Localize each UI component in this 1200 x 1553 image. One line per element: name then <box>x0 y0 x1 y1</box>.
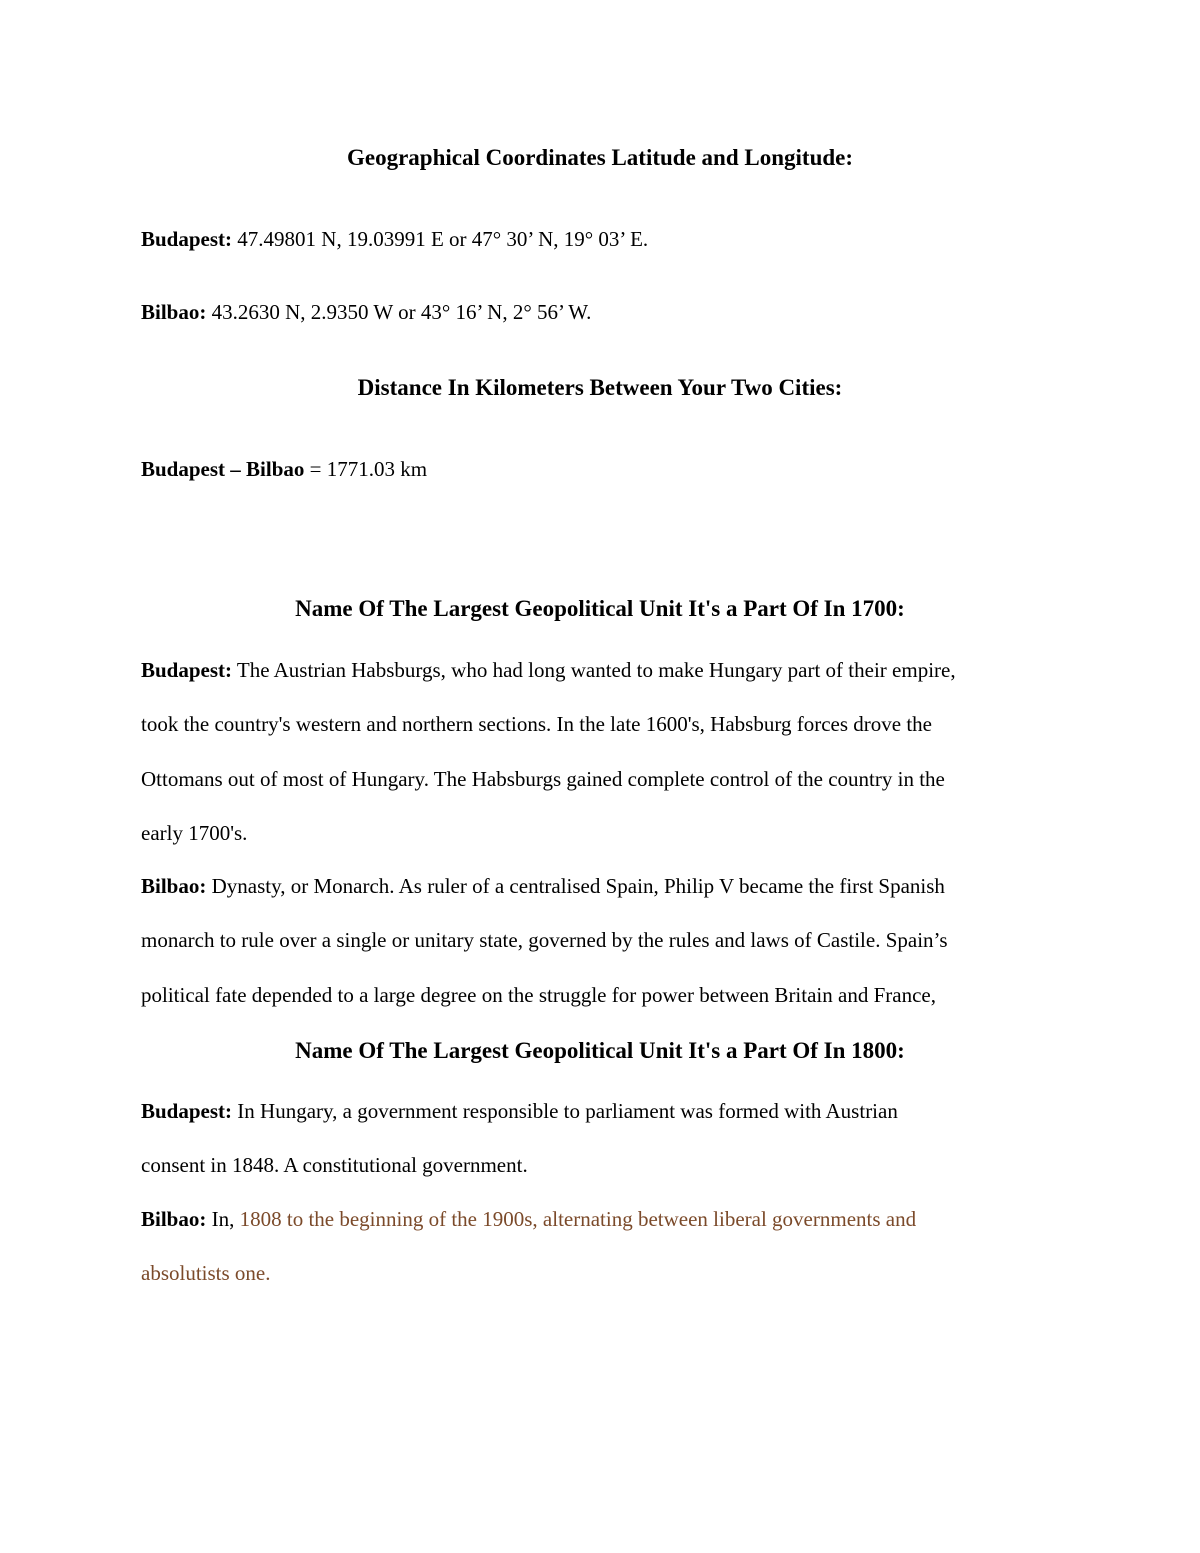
distance-label: Budapest – Bilbao <box>141 457 305 481</box>
city-label-bilbao: Bilbao: <box>141 874 207 898</box>
paragraph-1800-bilbao <box>141 1192 1071 1301</box>
city-label-budapest: Budapest: <box>141 227 233 251</box>
accent-text: absolutists one. <box>141 1261 271 1286</box>
heading-1700: Name Of The Largest Geopolitical Unit It's a Part Of In 1700: <box>295 596 905 621</box>
city-label-budapest: Budapest: <box>141 658 233 682</box>
paragraph-line: Budapest: In Hungary, a government responsible to parliament was formed with Austrian <box>141 1099 898 1123</box>
accent-text: 1808 to the beginning of the 1900s, alternating between liberal governments and <box>239 1207 917 1231</box>
paragraph-1700-budapest <box>141 643 1071 860</box>
coordinates-budapest <box>141 224 1071 254</box>
paragraph-line: Bilbao: In, 1808 to the beginning of the 1900s, alternating between liberal governments and <box>141 1207 917 1231</box>
heading-distance: Distance In Kilometers Between Your Two Cities: <box>357 375 843 400</box>
paragraph-line: political fate depended to a large degree on the struggle for power between Britain and France, <box>141 982 936 1007</box>
paragraph-line: Ottomans out of most of Hungary. The Habsburgs gained complete control of the country in the <box>141 766 945 791</box>
paragraph-1800-budapest <box>141 1084 1071 1193</box>
coordinates-bilbao-value: 43.2630 N, 2.9350 W or 43° 16’ N, 2° 56’ W. <box>206 300 592 324</box>
paragraph-line: took the country's western and northern sections. In the late 1600's, Habsburg forces drove the <box>141 712 932 737</box>
coordinates-budapest-value: 47.49801 N, 19.03991 E or 47° 30’ N, 19° 03’ E. <box>232 227 649 251</box>
paragraph-line: Budapest: The Austrian Habsburgs, who had long wanted to make Hungary part of their empire, <box>141 658 956 682</box>
coordinates-bilbao <box>141 297 1071 327</box>
paragraph-line: consent in 1848. A constitutional government. <box>141 1153 528 1178</box>
paragraph-line: Bilbao: Dynasty, or Monarch. As ruler of a centralised Spain, Philip V became the first Spanish <box>141 874 945 898</box>
paragraph-line: early 1700's. <box>141 820 248 845</box>
city-label-bilbao: Bilbao: <box>141 300 207 324</box>
distance-value: = 1771.03 km <box>304 457 428 481</box>
city-label-budapest: Budapest: <box>141 1099 233 1123</box>
paragraph-1700-bilbao <box>141 859 1071 1022</box>
city-label-bilbao: Bilbao: <box>141 1207 207 1231</box>
heading-1800: Name Of The Largest Geopolitical Unit It's a Part Of In 1800: <box>295 1038 905 1063</box>
heading-coordinates: Geographical Coordinates Latitude and Longitude: <box>346 145 854 170</box>
distance-line <box>141 454 1071 484</box>
paragraph-line: monarch to rule over a single or unitary state, governed by the rules and laws of Castile. Spain’s <box>141 928 948 953</box>
